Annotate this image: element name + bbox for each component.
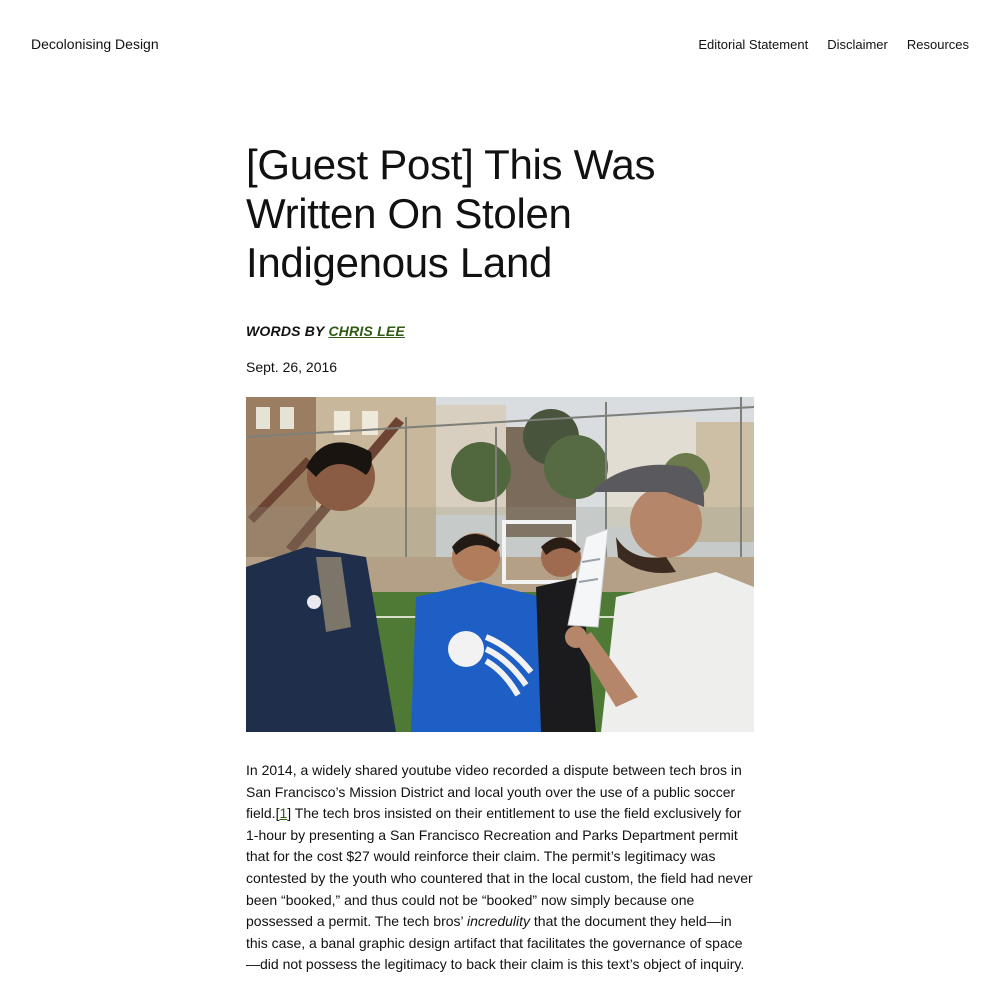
article-paragraph xyxy=(246,760,754,976)
paragraph-text-2: The tech bros insisted on their entitlement to use the field exclusively for 1-hour by presenting a San Francisco Recreation and Parks Department permit that for the cost $27 would reinforce their claim. The permit’s legitimacy was contested by the youth who countered that in the local custom, the field had never been “booked,” and thus could not be “booked” now simply because one possessed a permit. The tech bros’ xyxy=(246,805,753,930)
paragraph-text-3: that the document they held—in this case, a banal graphic design artifact that facilitates the governance of space—did not possess the legitimacy to back their claim is this text’s object of inquiry. xyxy=(246,913,745,973)
nav-resources[interactable]: Resources xyxy=(906,36,969,52)
byline-prefix: WORDS BY xyxy=(246,323,329,339)
site-title-link[interactable]: Decolonising Design xyxy=(31,36,159,52)
paragraph-emphasis: incredulity xyxy=(467,913,531,930)
main-nav xyxy=(698,37,969,52)
footnote-open-bracket: [ xyxy=(275,805,280,822)
footnote-close-bracket: ] xyxy=(287,805,292,822)
byline xyxy=(246,323,754,339)
author-link[interactable]: CHRIS LEE xyxy=(328,323,405,339)
nav-disclaimer[interactable]: Disclaimer xyxy=(827,36,888,52)
footnote-link[interactable]: 1 xyxy=(279,805,288,822)
site-header xyxy=(31,34,969,54)
article xyxy=(246,140,754,976)
post-date: Sept. 26, 2016 xyxy=(246,359,338,375)
paragraph-text-1: In 2014, a widely shared youtube video recorded a dispute between tech bros in San Francisco’s Mission District and local youth over the use of a public soccer field. xyxy=(246,762,742,822)
hero-image xyxy=(246,397,754,732)
nav-editorial-statement[interactable]: Editorial Statement xyxy=(698,36,809,52)
post-title: [Guest Post] This Was Written On Stolen Indigenous Land xyxy=(246,141,656,286)
